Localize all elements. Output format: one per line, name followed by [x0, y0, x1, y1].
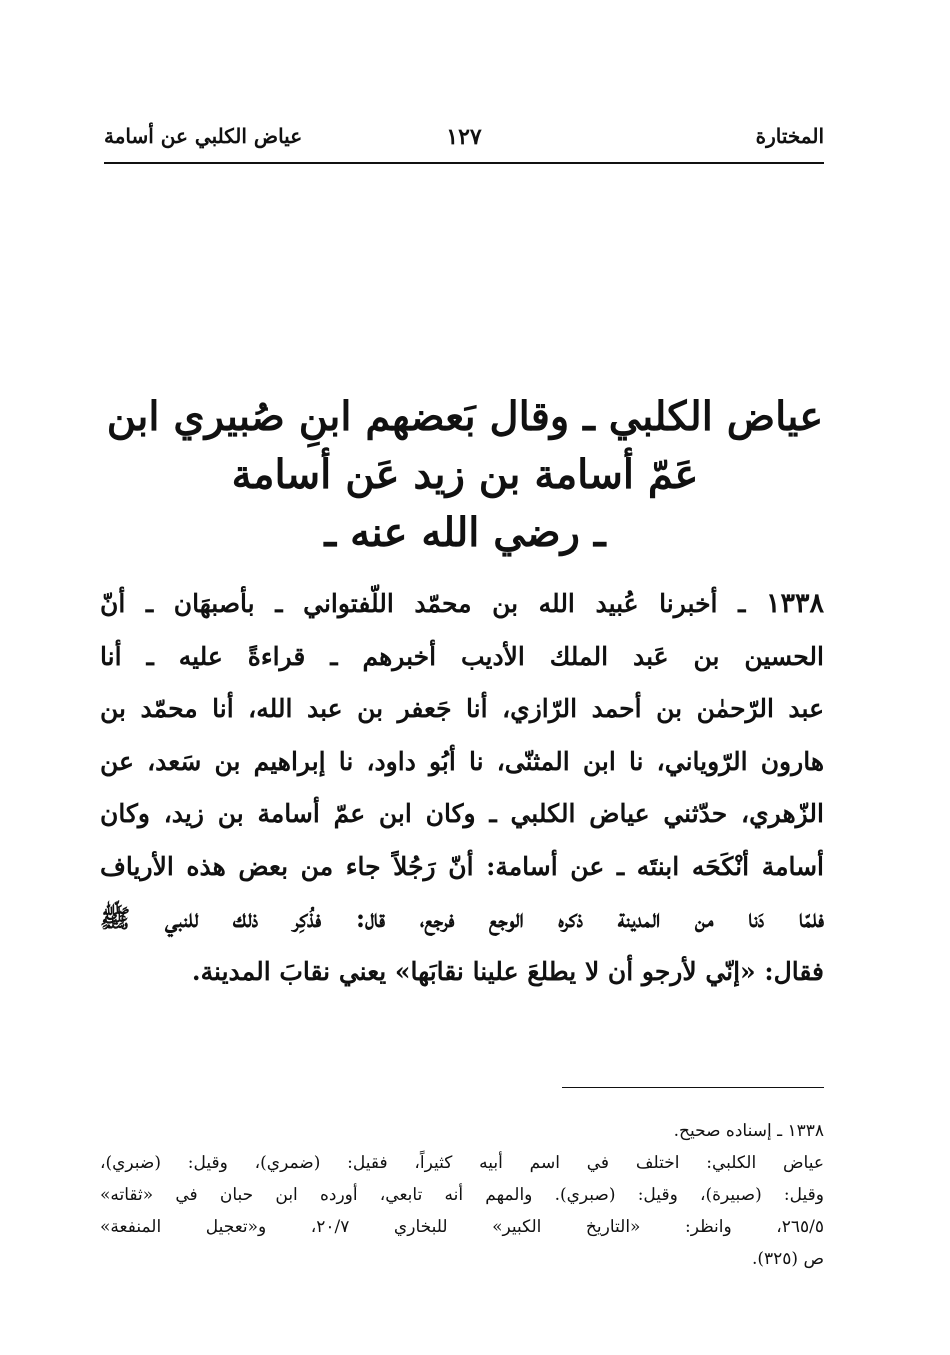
hadith-line: فلمّا دَنا من المدينة ذكره الوجع فرجع، قال: فذُكِر ذلك للنبي ﷺ	[100, 904, 824, 933]
hadith-line: أسامة أنْكَحَه ابنتَه ـ عن أسامة: أنّ رَجُلاً جاء من بعض هذه الأرياف	[100, 851, 824, 881]
chapter-title	[100, 388, 830, 562]
hadith-line: الزّهري، حدّثني عياض الكلبي ـ وكان ابن عمّ أسامة بن زيد، وكان	[100, 799, 824, 828]
footnote-line: ١٣٣٨ ـ إسناده صحيح.	[673, 1121, 824, 1141]
hadith-line: الحسين بن عَبد الملك الأديب أخبرهم ـ قراءةً عليه ـ أنا	[100, 641, 824, 671]
hadith-line: فقال: «إنّي لأرجو أن لا يطلعَ علينا نقابَها» يعني نقابَ المدينة.	[191, 956, 824, 986]
chapter-title-line: ـ رضي الله عنه ـ	[324, 509, 606, 556]
hadith-line: عبد الرّحمٰن بن أحمد الرّازي، أنا جَعفر بن عبد الله، أنا محمّد بن	[100, 694, 824, 723]
footnote-line: ٢٦٥/٥، وانظر: «التاريخ الكبير» للبخاري ٢٠/٧، و«تعجيل المنفعة»	[100, 1217, 824, 1237]
chapter-title-line: عَمّ أسامة بن زيد عَن أسامة	[231, 451, 699, 498]
footnote-line: ص (٣٢٥).	[751, 1249, 824, 1269]
footnote-line: عياض الكلبي: اختلف في اسم أبيه كثيراً، فقيل: (ضمري)، وقيل: (ضبري)،	[100, 1153, 824, 1173]
footnote-line: وقيل: (صبيرة)، وقيل: (صبري). والمهم أنه تابعي، أورده ابن حبان في «ثقاته»	[100, 1185, 824, 1205]
hadith-number: ١٣٣٨	[765, 588, 824, 619]
footnotes	[100, 1115, 824, 1275]
hadith-line: هارون الرّوياني، نا ابن المثنّى، نا أبُو داود، نا إبراهيم بن سَعد، عن	[100, 746, 824, 776]
running-header	[104, 118, 824, 158]
header-book-title: المختارة	[755, 124, 824, 148]
footnote-divider	[562, 1087, 824, 1088]
header-section-title: عياض الكلبي عن أسامة	[104, 124, 303, 148]
hadith-text	[100, 578, 824, 998]
chapter-title-line: عياض الكلبي ـ وقال بَعضهم ابنِ صُبيري ابن	[106, 393, 824, 440]
hadith-line: ١٣٣٨ ـ أخبرنا عُبيد الله بن محمّد اللّفتواني ـ بأصبهَان ـ أنّ	[100, 588, 824, 619]
page-number: ١٢٧	[446, 124, 482, 150]
header-divider	[104, 162, 824, 164]
